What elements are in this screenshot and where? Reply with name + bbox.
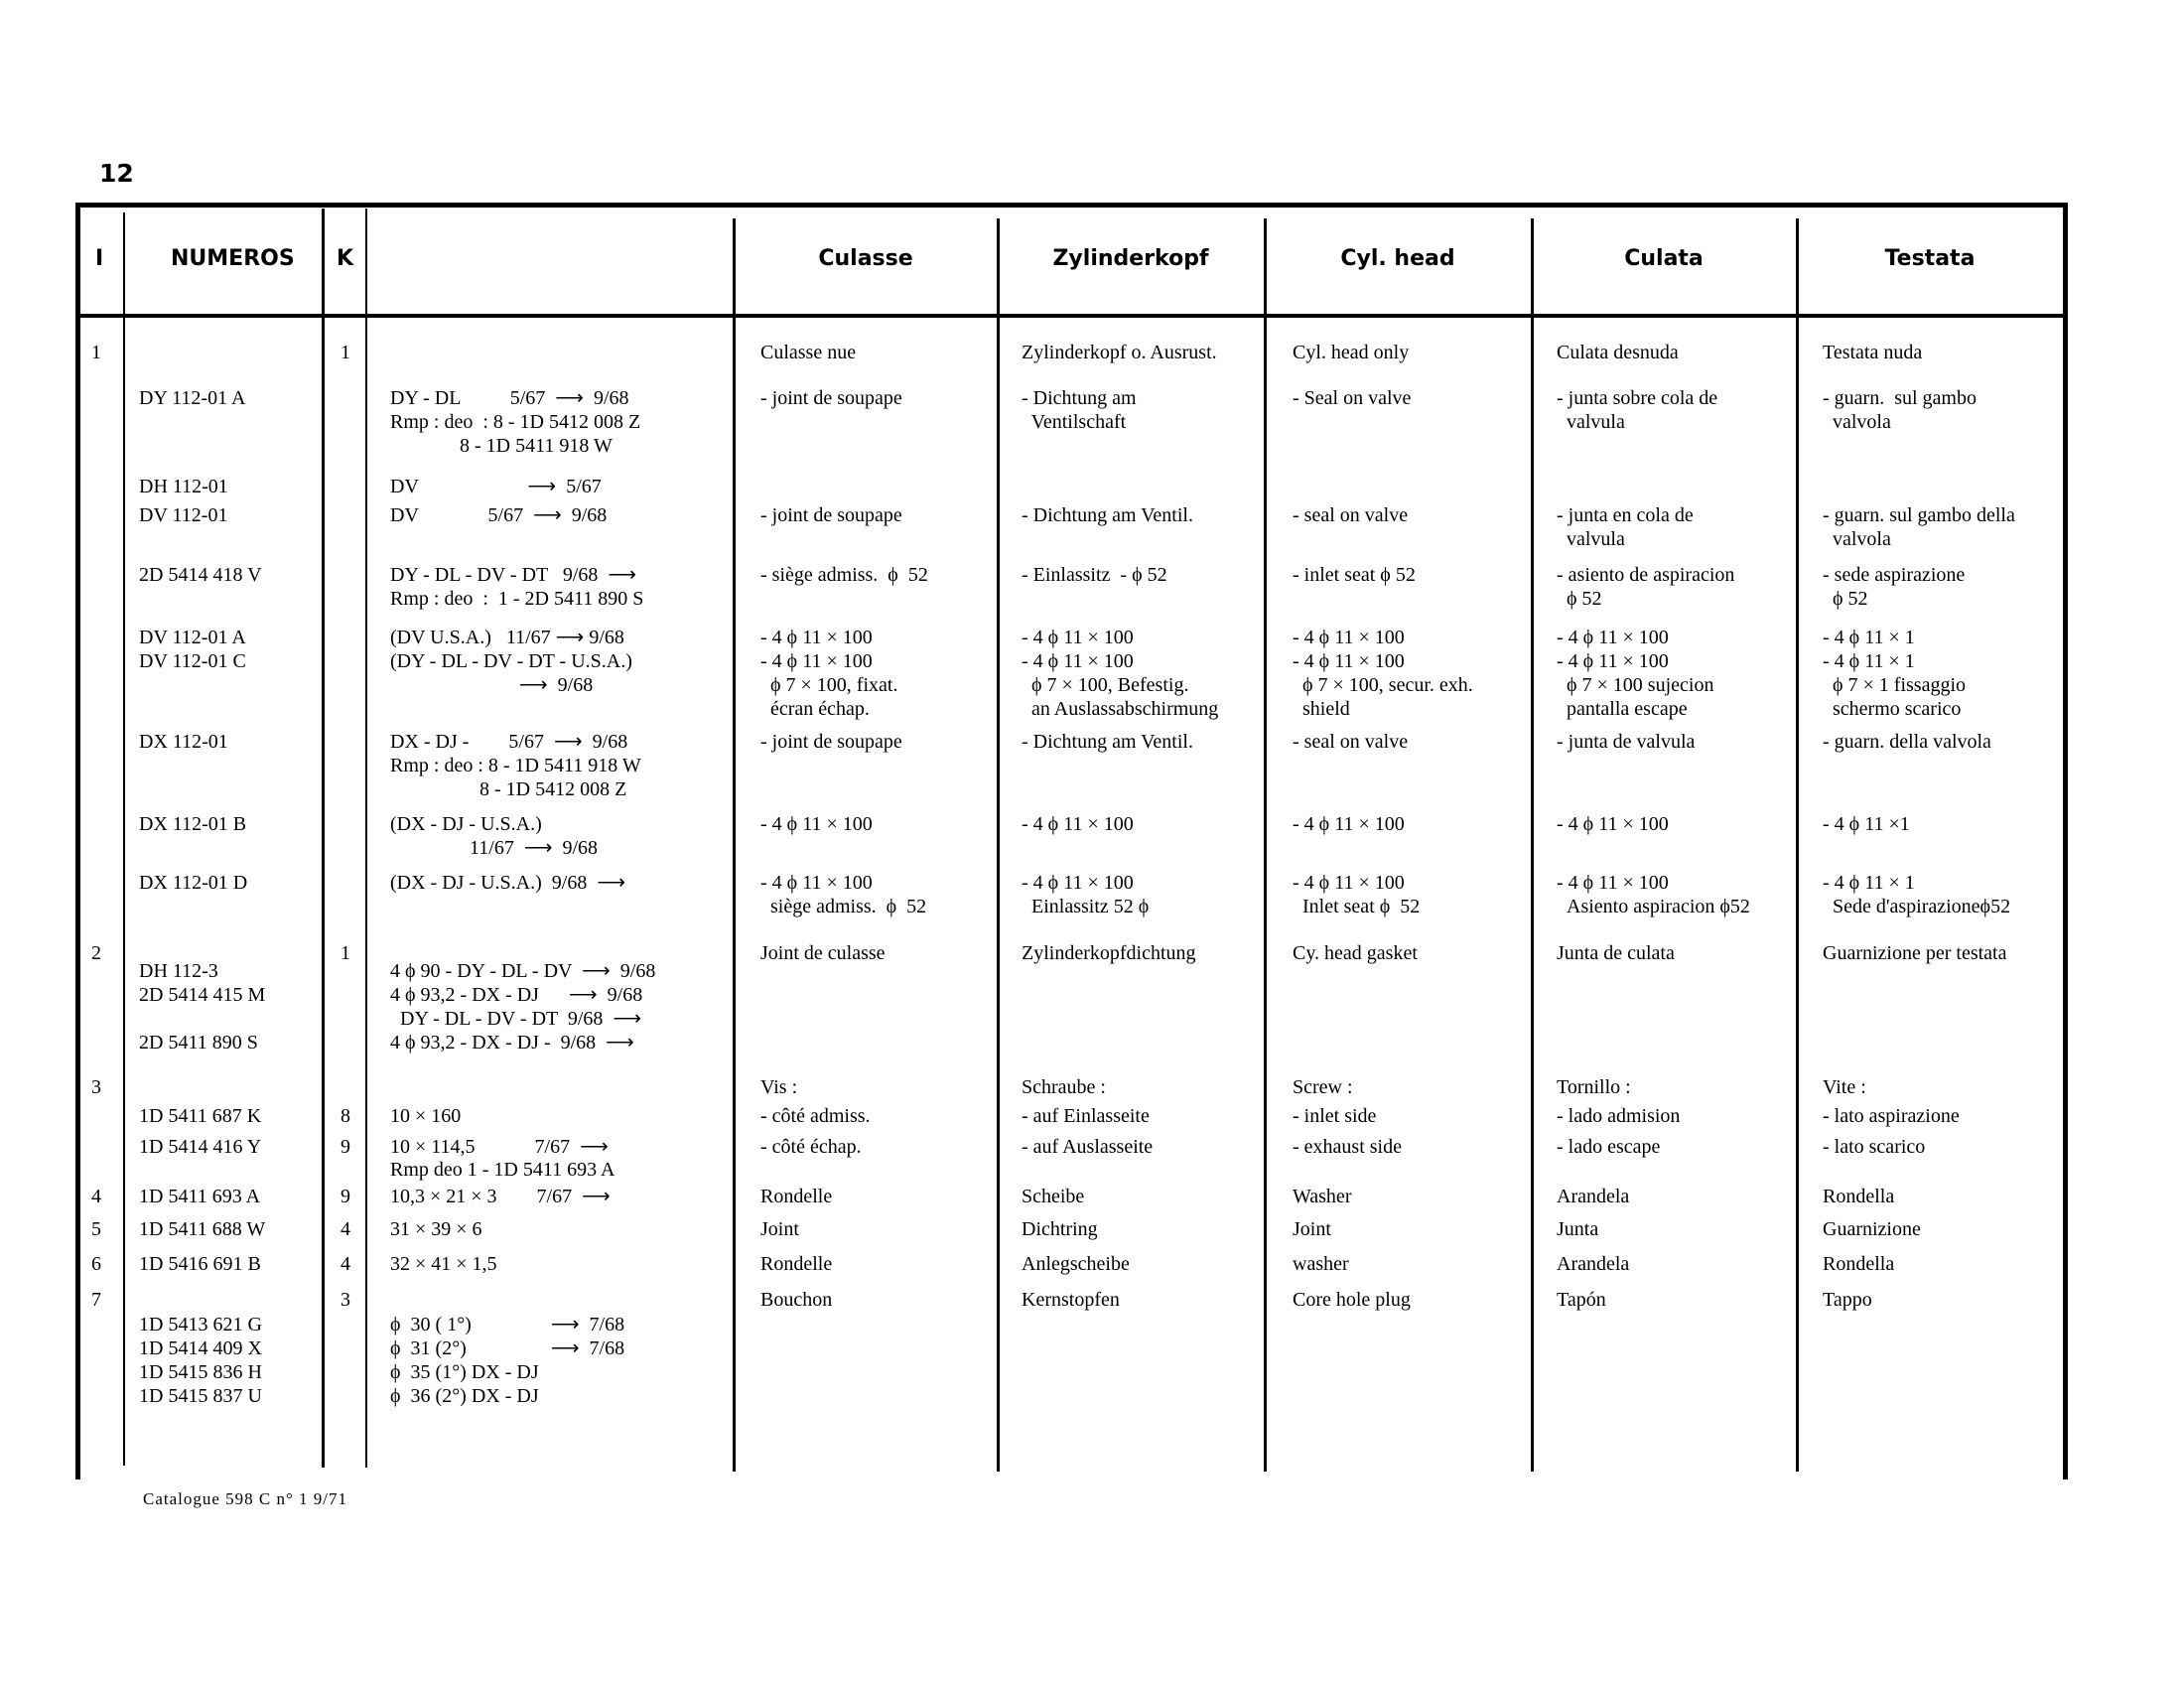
- cell-french: Culasse nue: [760, 342, 857, 363]
- cell-english: Washer: [1293, 1186, 1352, 1207]
- cell-french: - 4 ϕ 11 × 100 - 4 ϕ 11 × 100 ϕ 7 × 100, fixat. écran échap.: [760, 627, 898, 720]
- cell-part-number: 1D 5411 693 A: [139, 1186, 261, 1207]
- cell-quantity: 4: [341, 1218, 350, 1240]
- cell-german: - 4 ϕ 11 × 100 Einlassitz 52 ϕ: [1022, 872, 1150, 917]
- cell-spanish: - lado escape: [1557, 1136, 1661, 1158]
- cell-french: Bouchon: [760, 1289, 833, 1311]
- cell-spanish: - junta sobre cola de valvula: [1557, 387, 1718, 433]
- header-i: I: [95, 246, 104, 271]
- divider-es-it: [1796, 218, 1799, 1472]
- cell-spanish: Junta de culata: [1557, 942, 1675, 964]
- header-culata: Culata: [1624, 246, 1704, 271]
- cell-french: - joint de soupape: [760, 387, 902, 409]
- cell-spanish: Junta: [1557, 1218, 1599, 1240]
- cell-german: Zylinderkopf o. Ausrust.: [1022, 342, 1217, 363]
- cell-index: 2: [91, 942, 101, 964]
- cell-german: Dichtring: [1022, 1218, 1098, 1240]
- header-testata: Testata: [1884, 246, 1976, 271]
- cell-part-number: DX 112-01 B: [139, 813, 247, 835]
- cell-german: - auf Einlasseite: [1022, 1105, 1150, 1127]
- table-left-border: [75, 203, 80, 1479]
- cell-italian: - 4 ϕ 11 × 1 Sede d'aspirazioneϕ52: [1823, 872, 2011, 917]
- cell-german: - Dichtung am Ventil.: [1022, 504, 1193, 526]
- header-zylinderkopf: Zylinderkopf: [1052, 246, 1209, 271]
- cell-english: - inlet side: [1293, 1105, 1377, 1127]
- cell-french: - côté admiss.: [760, 1105, 871, 1127]
- divider-de-en: [1264, 218, 1267, 1472]
- cell-english: - exhaust side: [1293, 1136, 1402, 1158]
- cell-spanish: - lado admision: [1557, 1105, 1681, 1127]
- cell-quantity: 1: [341, 942, 350, 964]
- cell-application: DV 5/67 ⟶ 9/68: [390, 504, 608, 526]
- cell-part-number: DH 112-3 2D 5414 415 M: [139, 960, 266, 1006]
- divider-k-spec: [365, 209, 367, 1468]
- cell-application: 10 × 114,5 7/67 ⟶: [390, 1136, 609, 1158]
- cell-part-number: DH 112-01: [139, 476, 228, 497]
- divider-numeros-k: [322, 209, 325, 1468]
- cell-german: - Dichtung am Ventilschaft: [1022, 387, 1137, 433]
- cell-application: DV ⟶ 5/67: [390, 476, 602, 497]
- cell-english: Cyl. head only: [1293, 342, 1410, 363]
- cell-application: 4 ϕ 90 - DY - DL - DV ⟶ 9/68 4 ϕ 93,2 - DX - DJ ⟶ 9/68 DY - DL - DV - DT 9/68 ⟶ 4 ϕ 93,2 - DX - DJ - 9/68 ⟶: [390, 960, 656, 1054]
- cell-italian: Guarnizione: [1823, 1218, 1921, 1240]
- cell-quantity: 3: [341, 1289, 350, 1311]
- cell-index: 5: [91, 1218, 101, 1240]
- cell-spanish: - 4 ϕ 11 × 100 Asiento aspiracion ϕ52: [1557, 872, 1750, 917]
- cell-spanish: Tapón: [1557, 1289, 1606, 1311]
- divider-en-es: [1531, 218, 1534, 1472]
- cell-english: - 4 ϕ 11 × 100 Inlet seat ϕ 52: [1293, 872, 1421, 917]
- table-right-border: [2063, 203, 2068, 1479]
- cell-index: 7: [91, 1289, 101, 1311]
- header-k: K: [337, 246, 354, 271]
- catalogue-footer: Catalogue 598 C n° 1 9/71: [143, 1489, 348, 1508]
- cell-part-number: DV 112-01 A DV 112-01 C: [139, 627, 246, 672]
- cell-spanish: - 4 ϕ 11 × 100 - 4 ϕ 11 × 100 ϕ 7 × 100 sujecion pantalla escape: [1557, 627, 1714, 720]
- cell-quantity: 9: [341, 1136, 350, 1158]
- cell-quantity: 8: [341, 1105, 350, 1127]
- cell-english: - 4 ϕ 11 × 100: [1293, 813, 1405, 835]
- cell-spanish: - 4 ϕ 11 × 100: [1557, 813, 1669, 835]
- cell-french: - 4 ϕ 11 × 100 siège admiss. ϕ 52: [760, 872, 927, 917]
- cell-german: - Dichtung am Ventil.: [1022, 731, 1193, 753]
- cell-german: - Einlassitz - ϕ 52: [1022, 564, 1167, 586]
- cell-application: (DX - DJ - U.S.A.) 11/67 ⟶ 9/68: [390, 813, 599, 859]
- cell-german: - 4 ϕ 11 × 100 - 4 ϕ 11 × 100 ϕ 7 × 100, Befestig. an Auslassabschirmung: [1022, 627, 1219, 720]
- cell-part-number: 1D 5411 687 K: [139, 1105, 262, 1127]
- cell-english: Core hole plug: [1293, 1289, 1411, 1311]
- cell-part-number: 1D 5411 688 W: [139, 1218, 266, 1240]
- cell-part-number: 2D 5411 890 S: [139, 1032, 258, 1054]
- cell-german: - 4 ϕ 11 × 100: [1022, 813, 1134, 835]
- divider-spec-fr: [733, 218, 736, 1472]
- header-bottom-rule: [77, 314, 2067, 318]
- cell-french: - 4 ϕ 11 × 100: [760, 813, 873, 835]
- cell-index: 4: [91, 1186, 101, 1207]
- cell-german: - auf Auslasseite: [1022, 1136, 1154, 1158]
- cell-english: - Seal on valve: [1293, 387, 1412, 409]
- cell-part-number: DX 112-01 D: [139, 872, 248, 894]
- cell-application: 10 × 160: [390, 1105, 462, 1127]
- cell-application: 10,3 × 21 × 3 7/67 ⟶: [390, 1186, 611, 1207]
- cell-english: - 4 ϕ 11 × 100 - 4 ϕ 11 × 100 ϕ 7 × 100, secur. exh. shield: [1293, 627, 1473, 720]
- cell-english: washer: [1293, 1253, 1349, 1275]
- cell-spanish: Arandela: [1557, 1186, 1630, 1207]
- cell-italian: Guarnizione per testata: [1823, 942, 2007, 964]
- cell-french: Joint de culasse: [760, 942, 886, 964]
- cell-italian: - guarn. sul gambo della valvola: [1823, 504, 2015, 550]
- cell-french: - côté échap.: [760, 1136, 862, 1158]
- cell-spanish: Culata desnuda: [1557, 342, 1679, 363]
- cell-application: DX - DJ - 5/67 ⟶ 9/68 Rmp : deo : 8 - 1D 5411 918 W 8 - 1D 5412 008 Z: [390, 731, 641, 800]
- divider-i-numeros: [123, 212, 125, 1466]
- cell-french: Vis :: [760, 1076, 798, 1098]
- cell-quantity: 9: [341, 1186, 350, 1207]
- cell-italian: Rondella: [1823, 1186, 1895, 1207]
- page-number: 12: [99, 159, 134, 188]
- divider-fr-de: [997, 218, 1000, 1472]
- cell-part-number: DY 112-01 A: [139, 387, 246, 409]
- cell-italian: - lato scarico: [1823, 1136, 1926, 1158]
- cell-german: Schraube :: [1022, 1076, 1106, 1098]
- cell-english: Screw :: [1293, 1076, 1353, 1098]
- header-numeros: NUMEROS: [171, 246, 295, 271]
- cell-french: Rondelle: [760, 1186, 833, 1207]
- cell-italian: - 4 ϕ 11 × 1 - 4 ϕ 11 × 1 ϕ 7 × 1 fissaggio schermo scarico: [1823, 627, 1967, 720]
- cell-index: 1: [91, 342, 101, 363]
- cell-spanish: - junta en cola de valvula: [1557, 504, 1694, 550]
- cell-english: Cy. head gasket: [1293, 942, 1418, 964]
- cell-part-number: DV 112-01: [139, 504, 228, 526]
- header-culasse: Culasse: [818, 246, 913, 271]
- cell-application: 32 × 41 × 1,5: [390, 1253, 497, 1275]
- cell-italian: - sede aspirazione ϕ 52: [1823, 564, 1966, 610]
- cell-english: - seal on valve: [1293, 731, 1409, 753]
- cell-german: Kernstopfen: [1022, 1289, 1120, 1311]
- cell-italian: Rondella: [1823, 1253, 1895, 1275]
- cell-application: (DV U.S.A.) 11/67 ⟶ 9/68 (DY - DL - DV - DT - U.S.A.) ⟶ 9/68: [390, 627, 632, 696]
- cell-german: Zylinderkopfdichtung: [1022, 942, 1196, 964]
- cell-index: 3: [91, 1076, 101, 1098]
- cell-french: - siège admiss. ϕ 52: [760, 564, 928, 586]
- cell-part-number: 1D 5414 416 Y: [139, 1136, 262, 1158]
- cell-application: (DX - DJ - U.S.A.) 9/68 ⟶: [390, 872, 625, 894]
- table-top-rule: [77, 203, 2067, 208]
- cell-quantity: 1: [341, 342, 350, 363]
- cell-italian: Vite :: [1823, 1076, 1866, 1098]
- cell-index: 6: [91, 1253, 101, 1275]
- cell-quantity: 4: [341, 1253, 350, 1275]
- cell-italian: - guarn. sul gambo valvola: [1823, 387, 1977, 433]
- cell-german: Scheibe: [1022, 1186, 1085, 1207]
- cell-italian: - lato aspirazione: [1823, 1105, 1960, 1127]
- header-cyl-head: Cyl. head: [1340, 246, 1455, 271]
- cell-english: Joint: [1293, 1218, 1331, 1240]
- cell-german: Anlegscheibe: [1022, 1253, 1130, 1275]
- cell-part-number: 2D 5414 418 V: [139, 564, 262, 586]
- cell-part-number: DX 112-01: [139, 731, 228, 753]
- cell-application: Rmp deo 1 - 1D 5411 693 A: [390, 1159, 615, 1181]
- cell-french: Rondelle: [760, 1253, 833, 1275]
- cell-italian: Tappo: [1823, 1289, 1872, 1311]
- cell-french: - joint de soupape: [760, 504, 902, 526]
- cell-part-number: 1D 5413 621 G 1D 5414 409 X 1D 5415 836 H 1D 5415 837 U: [139, 1314, 262, 1407]
- cell-french: Joint: [760, 1218, 799, 1240]
- cell-application: DY - DL - DV - DT 9/68 ⟶ Rmp : deo : 1 - 2D 5411 890 S: [390, 564, 644, 610]
- cell-part-number: 1D 5416 691 B: [139, 1253, 261, 1275]
- cell-spanish: Arandela: [1557, 1253, 1630, 1275]
- cell-spanish: Tornillo :: [1557, 1076, 1631, 1098]
- cell-italian: - guarn. della valvola: [1823, 731, 1991, 753]
- cell-english: - seal on valve: [1293, 504, 1409, 526]
- cell-application: 31 × 39 × 6: [390, 1218, 482, 1240]
- cell-french: - joint de soupape: [760, 731, 902, 753]
- cell-english: - inlet seat ϕ 52: [1293, 564, 1416, 586]
- cell-spanish: - asiento de aspiracion ϕ 52: [1557, 564, 1735, 610]
- cell-italian: - 4 ϕ 11 ×1: [1823, 813, 1910, 835]
- cell-application: DY - DL 5/67 ⟶ 9/68 Rmp : deo : 8 - 1D 5412 008 Z 8 - 1D 5411 918 W: [390, 387, 641, 457]
- cell-spanish: - junta de valvula: [1557, 731, 1696, 753]
- cell-italian: Testata nuda: [1823, 342, 1923, 363]
- cell-application: ϕ 30 ( 1°) ⟶ 7/68 ϕ 31 (2°) ⟶ 7/68 ϕ 35 (1°) DX - DJ ϕ 36 (2°) DX - DJ: [390, 1314, 625, 1407]
